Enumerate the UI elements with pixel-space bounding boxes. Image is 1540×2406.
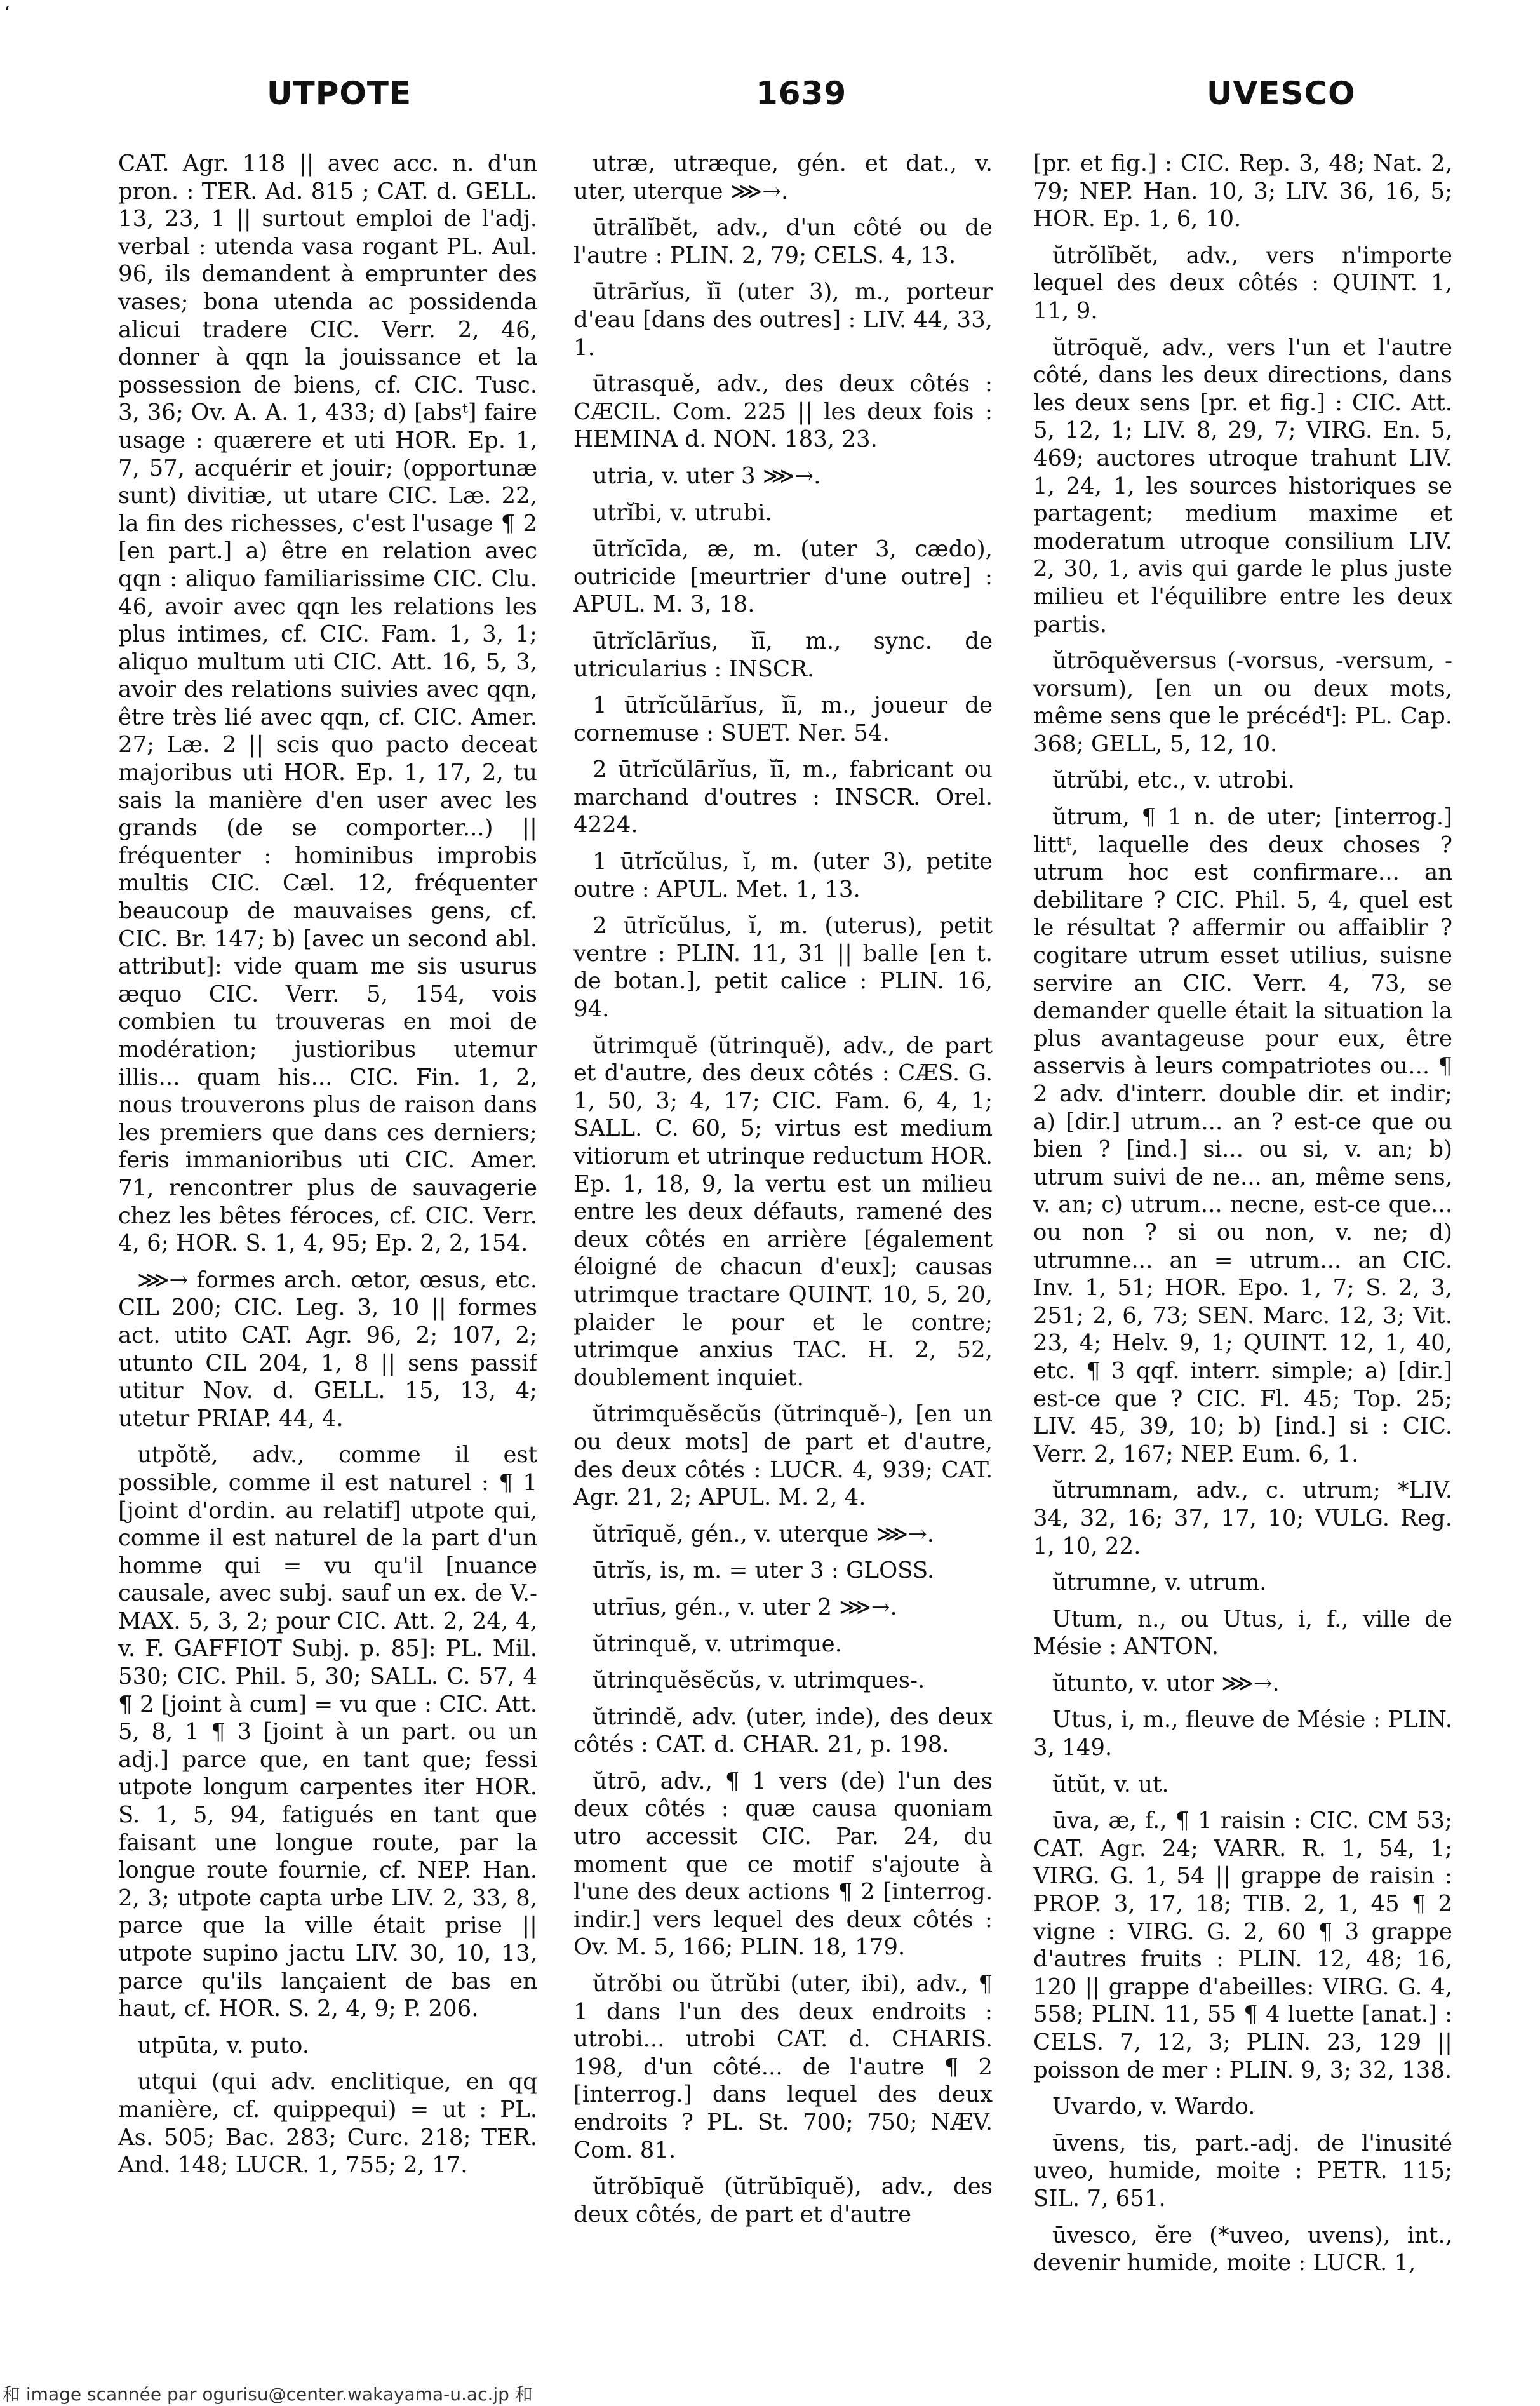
dictionary-entry: Utum, n., ou Utus, i, f., ville de Mésie : ANTON. (1033, 1606, 1452, 1660)
dictionary-entry: ŭtrimquĕ (ŭtrinquĕ), adv., de part et d'autre, des deux côtés : CÆS. G. 1, 50, 3; 4, 17; CIC. Fam. 6, 4, 1; SALL. C. 60, 5; virtus est medium vitiorum et utrinque reductum HOR. Ep. 1, 18, 9, la vertu est un milieu entre les deux défauts, ramené des deux côtés en arrière [également éloigné de chacun d'eux]; causas utrimque tractare QUINT. 10, 5, 20, plaider le pour et le contre; utrimque anxius TAC. H. 2, 52, doublement inquiet. (573, 1032, 993, 1391)
dictionary-entry: ŭtrŏbi ou ŭtrŭbi (uter, ibi), adv., ¶ 1 dans l'un des deux endroits : utrobi... utrobi CAT. d. CHARIS. 198, d'un côté... de l'autre ¶ 2 [interrog.] dans lequel des deux endroits ? PL. St. 700; 750; NÆV. Com. 81. (573, 1971, 993, 2163)
dictionary-entry: ūtrārĭus, ĭī (uter 3), m., porteur d'eau [dans des outres] : LIV. 44, 33, 1. (573, 279, 993, 361)
dictionary-entry: ūvesco, ĕre (*uveo, uvens), int., devenir humide, moite : LUCR. 1, (1033, 2222, 1452, 2276)
dictionary-entry: ŭtrinquĕsĕcŭs, v. utrimques-. (593, 1667, 925, 1694)
dictionary-entry: ŭtrindĕ, adv. (uter, inde), des deux côtés : CAT. d. CHAR. 21, p. 198. (573, 1704, 993, 1758)
corner-mark: ‘ (4, 3, 10, 25)
dictionary-entry: ⋙→ formes arch. œtor, œsus, etc. CIL 200; CIC. Leg. 3, 10 || formes act. utito CAT. Agr. 96, 2; 107, 2; utunto CIL 204, 1, 8 || sens passif utitur Nov. d. GELL. 15, 13, 4; utetur PRIAP. 44, 4. (118, 1267, 537, 1432)
dictionary-entry: ūtrasquĕ, adv., des deux côtés : CÆCIL. Com. 225 || les deux fois : HEMINA d. NON. 183, 23. (573, 371, 993, 453)
dictionary-entry: ŭtrumne, v. utrum. (1052, 1569, 1267, 1596)
dictionary-entry: ŭtrōquĕ, adv., vers l'un et l'autre côté, dans les deux directions, dans les deux sens [pr. et fig.] : CIC. Att. 5, 12, 1; LIV. 8, 29, 7; VIRG. En. 5, 469; auctores utroque trahunt LIV. 1, 24, 1, les sources historiques se partagent; medium maxime et moderatum utroque consilium LIV. 2, 30, 1, avis qui garde le plus juste milieu et l'équilibre entre les deux partis. (1033, 334, 1452, 638)
dictionary-entry: 1 ūtrĭcŭlus, ĭ, m. (uter 3), petite outre : APUL. Met. 1, 13. (573, 849, 993, 903)
dictionary-entry: ŭtrōquĕversus (-vorsus, -versum, -vorsum), [en un ou deux mots, même sens que le précédᵗ]: PL. Cap. 368; GELL, 5, 12, 10. (1033, 648, 1452, 757)
dictionary-entry: utrīus, gén., v. uter 2 ⋙→. (593, 1594, 897, 1620)
dictionary-entry: ŭtunto, v. utor ⋙→. (1052, 1670, 1280, 1697)
dictionary-entry: ŭtrinquĕ, v. utrimque. (593, 1630, 842, 1657)
dictionary-entry: 1 ūtrĭcŭlārĭus, ĭī, m., joueur de cornemuse : SUET. Ner. 54. (573, 692, 993, 746)
dictionary-entry: ŭtrimquĕsĕcŭs (ŭtrinquĕ-), [en un ou deux mots] de part et d'autre, des deux côtés : LUCR. 4, 939; CAT. Agr. 21, 2; APUL. M. 2, 4. (573, 1401, 993, 1511)
column-2 (573, 150, 993, 2322)
dictionary-entry: ŭtŭt, v. ut. (1052, 1771, 1169, 1798)
dictionary-entry: utræ, utræque, gén. et dat., v. uter, uterque ⋙→. (573, 151, 993, 205)
dictionary-entry: ŭtrŏlĭbĕt, adv., vers n'importe lequel des deux côtés : QUINT. 1, 11, 9. (1033, 242, 1452, 324)
page-number: 1639 (756, 75, 847, 112)
dictionary-entry: utqui (qui adv. enclitique, en qq manière, cf. quippequi) = ut : PL. As. 505; Bac. 283; Curc. 218; TER. And. 148; LUCR. 1, 755; 2, 17. (118, 2069, 537, 2179)
dictionary-entry: utria, v. uter 3 ⋙→. (593, 462, 821, 489)
dictionary-entry: ŭtrumnam, adv., c. utrum; *LIV. 34, 32, 16; 37, 17, 10; VULG. Reg. 1, 10, 22. (1033, 1477, 1452, 1559)
dictionary-entry: ŭtrīquĕ, gén., v. uterque ⋙→. (593, 1521, 934, 1547)
dictionary-entry: CAT. Agr. 118 || avec acc. n. d'un pron. : TER. Ad. 815 ; CAT. d. GELL. 13, 23, 1 || surtout emploi de l'adj. verbal : utenda vasa rogant PL. Aul. 96, ils demandent à emprunter des vases; bona utenda ac possidenda alicui tradere CIC. Verr. 2, 46, donner à qqn la jouissance et la possession de biens, cf. CIC. Tusc. 3, 36; Ov. A. A. 1, 433; d) [absᵗ] faire usage : quærere et uti HOR. Ep. 1, 7, 57, acquérir et jouir; (opportunæ sunt) divitiæ, ut utare CIC. Læ. 22, la fin des richesses, c'est l'usage ¶ 2 [en part.] a) être en relation avec qqn : aliquo familiarissime CIC. Clu. 46, avoir avec qqn les relations les plus intimes, cf. CIC. Fam. 1, 3, 1; aliquo multum uti CIC. Att. 16, 5, 3, avoir des relations suivies avec qqn, être très lié avec qqn, cf. CIC. Amer. 27; Læ. 2 || scis quo pacto deceat majoribus uti HOR. Ep. 1, 17, 2, tu sais la manière d'en user avec les grands (de se comporter...) || fréquenter : hominibus improbis multis CIC. Cæl. 12, fréquenter beaucoup de mauvaises gens, cf. CIC. Br. 147; b) [avec un second abl. attribut]: vide quam me sis usurus æquo CIC. Verr. 5, 154, vois combien tu trouveras en moi de modération; justioribus utemur illis... quam his... CIC. Fin. 1, 2, nous trouverons plus de raison dans les premiers que dans ces derniers; feris immanioribus uti CIC. Amer. 71, rencontrer plus de sauvagerie chez les bêtes féroces, cf. CIC. Verr. 4, 6; HOR. S. 1, 4, 95; Ep. 2, 2, 154. (118, 151, 537, 1257)
dictionary-entry: ūtrālĭbĕt, adv., d'un côté ou de l'autre : PLIN. 2, 79; CELS. 4, 13. (573, 215, 993, 269)
dictionary-entry: ŭtrŭbi, etc., v. utrobi. (1052, 767, 1295, 794)
dictionary-entry: ūva, æ, f., ¶ 1 raisin : CIC. CM 53; CAT. Agr. 24; VARR. R. 1, 54, 1; VIRG. G. 1, 54 || grappe de raisin : PROP. 3, 17, 18; TIB. 2, 1, 45 ¶ 2 vigne : VIRG. G. 2, 60 ¶ 3 grappe d'autres fruits : PLIN. 12, 48; 16, 120 || grappe d'abeilles: VIRG. G. 4, 558; PLIN. 11, 55 ¶ 4 luette [anat.] : CELS. 7, 12, 3; PLIN. 23, 129 || poisson de mer : PLIN. 9, 3; 32, 138. (1033, 1808, 1452, 2083)
dictionary-entry: utpŏtĕ, adv., comme il est possible, comme il est naturel : ¶ 1 [joint d'ordin. au relatif] utpote qui, comme il est naturel de la part d'un homme qui = vu qu'il [nuance causale, avec subj. sauf un ex. de V.-MAX. 5, 3, 2; pour CIC. Att. 2, 24, 4, v. F. GAFFIOT Subj. p. 85]: PL. Mil. 530; CIC. Phil. 5, 30; SALL. C. 57, 4 ¶ 2 [joint à cum] = vu que : CIC. Att. 5, 8, 1 ¶ 3 [joint à un part. ou un adj.] parce que, en tant que; fessi utpote longum carpentes iter HOR. S. 1, 5, 94, fatigués en tant que faisant une longue route, par la longue route fournie, cf. NEP. Han. 2, 3; utpote capta urbe LIV. 2, 33, 8, parce que la ville était prise || utpote supino jactu LIV. 30, 10, 13, parce qu'ils lançaient de bas en haut, cf. HOR. S. 2, 4, 9; P. 206. (118, 1442, 537, 2022)
dictionary-entry: ŭtrŏbīquĕ (ŭtrŭbīquĕ), adv., des deux côtés, de part et d'autre (573, 2174, 993, 2228)
dictionary-entry: 2 ūtrĭcŭlārĭus, ĭī, m., fabricant ou marchand d'outres : INSCR. Orel. 4224. (573, 756, 993, 838)
dictionary-entry: Uvardo, v. Wardo. (1052, 2093, 1255, 2120)
dictionary-entry: ŭtrum, ¶ 1 n. de uter; [interrog.] littᵗ, laquelle des deux choses ? utrum hoc est confirmare... an debilitare ? CIC. Phil. 5, 4, quel est le résultat ? affermir ou affaiblir ? cogitare utrum esset utilius, suisne servire an CIC. Verr. 4, 73, se demander quelle était la situation la plus avantageuse pour eux, être asservis à leurs compatriotes ou... ¶ 2 adv. d'interr. double dir. et indir; a) [dir.] utrum... an ? est-ce que ou bien ? [ind.] si... ou si, v. an; b) utrum suivi de ne... an, même sens, v. an; c) utrum... necne, est-ce que... ou non ? si ou non, v. ne; d) utrumne... an = utrum... an CIC. Inv. 1, 51; HOR. Epo. 1, 7; S. 2, 3, 251; 2, 6, 73; SEN. Marc. 12, 3; Vit. 23, 4; Helv. 9, 1; QUINT. 12, 1, 40, etc. ¶ 3 qqf. interr. simple; a) [dir.] est-ce que ? CIC. Fl. 45; Top. 25; LIV. 45, 39, 10; b) [ind.] si : CIC. Verr. 2, 167; NEP. Eum. 6, 1. (1033, 804, 1452, 1467)
dictionary-entry: ŭtrō, adv., ¶ 1 vers (de) l'un des deux côtés : quæ causa quoniam utro accessit CIC. Par. 24, du moment que ce motif s'ajoute à l'une des deux actions ¶ 2 [interrog. indir.] vers lequel des deux côtés : Ov. M. 5, 166; PLIN. 18, 179. (573, 1768, 993, 1961)
header-right-word: UVESCO (1207, 75, 1356, 112)
page-header (0, 75, 1540, 126)
column-3 (1033, 150, 1452, 2322)
dictionary-entry: Utus, i, m., fleuve de Mésie : PLIN. 3, 149. (1033, 1707, 1452, 1761)
dictionary-entry: utrĭbi, v. utrubi. (593, 499, 772, 526)
column-1 (118, 150, 537, 2322)
scan-credit-footer: 和 image scannée par ogurisu@center.wakayama-u.ac.jp 和 (3, 2384, 533, 2405)
dictionary-entry: ūtrĭs, is, m. = uter 3 : GLOSS. (593, 1557, 935, 1584)
header-left-word: UTPOTE (267, 75, 412, 112)
dictionary-entry: [pr. et fig.] : CIC. Rep. 3, 48; Nat. 2, 79; NEP. Han. 10, 3; LIV. 36, 16, 5; HOR. Ep. 1, 6, 10. (1033, 151, 1452, 232)
dictionary-entry: utpūta, v. puto. (137, 2032, 310, 2059)
dictionary-entry: ūtrĭcīda, æ, m. (uter 3, cædo), outricide [meurtrier d'une outre] : APUL. M. 3, 18. (573, 536, 993, 618)
dictionary-entry: ūvens, tis, part.-adj. de l'inusité uveo, humide, moite : PETR. 115; SIL. 7, 651. (1033, 2130, 1452, 2212)
dictionary-entry: ūtrĭclārĭus, ĭī, m., sync. de utricularius : INSCR. (573, 628, 993, 682)
dictionary-entry: 2 ūtrĭcŭlus, ĭ, m. (uterus), petit ventre : PLIN. 11, 31 || balle [en t. de botan.], petit calice : PLIN. 16, 94. (573, 913, 993, 1023)
